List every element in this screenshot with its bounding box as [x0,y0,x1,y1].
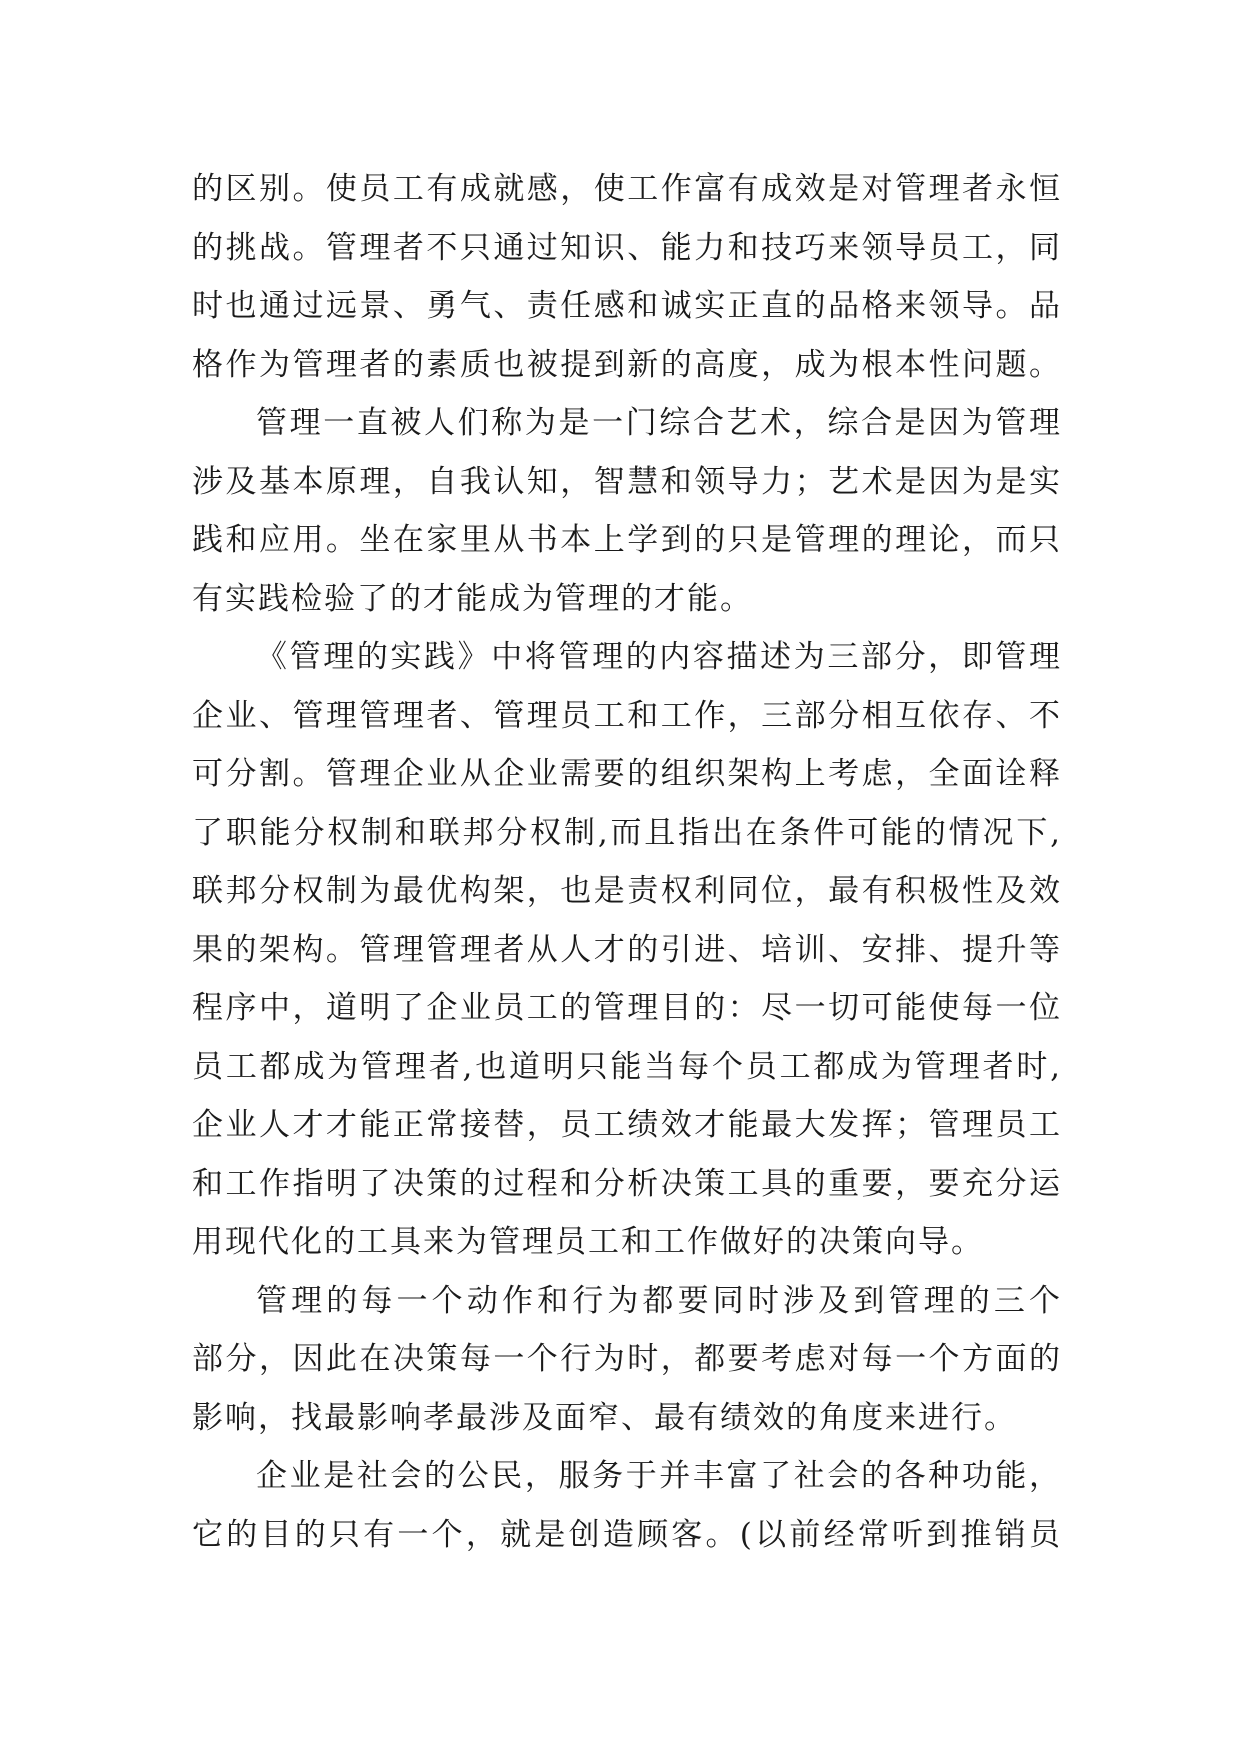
body-text [192,160,1060,1564]
text-line: 时也通过远景、勇气、责任感和诚实正直的品格来领导。品 [192,288,1060,324]
text-line: 《管理的实践》中将管理的内容描述为三部分，即管理 [256,639,1060,675]
text-line: 涉及基本原理，自我认知，智慧和领导力；艺术是因为是实 [192,463,1060,500]
text-line: 企业人才才能正常接替，员工绩效才能最大发挥；管理员工 [192,1107,1060,1143]
text-line: 践和应用。坐在家里从书本上学到的只是管理的理论，而只 [192,522,1060,558]
text-line: 了职能分权制和联邦分权制,而且指出在条件可能的情况下, [192,814,1060,851]
text-line: 有实践检验了的才能成为管理的才能。 [192,580,753,617]
text-line: 的区别。使员工有成就感，使工作富有成效是对管理者永恒 [192,171,1060,207]
text-line: 用现代化的工具来为管理员工和工作做好的决策向导。 [192,1224,984,1260]
text-line: 和工作指明了决策的过程和分析决策工具的重要，要充分运 [192,1165,1060,1202]
text-line: 员工都成为管理者,也道明只能当每个员工都成为管理者时, [192,1048,1060,1085]
text-line: 企业、管理管理者、管理员工和工作，三部分相互依存、不 [192,697,1060,734]
text-line: 管理的每一个动作和行为都要同时涉及到管理的三个 [256,1282,1060,1319]
text-line: 果的架构。管理管理者从人才的引进、培训、安排、提升等 [192,931,1060,968]
text-line: 管理一直被人们称为是一门综合艺术，综合是因为管理 [256,405,1060,441]
text-line: 的挑战。管理者不只通过知识、能力和技巧来领导员工，同 [192,229,1060,266]
text-line: 联邦分权制为最优构架，也是责权利同位，最有积极性及效 [192,873,1060,909]
text-line: 格作为管理者的素质也被提到新的高度，成为根本性问题。 [192,346,1060,383]
text-line: 可分割。管理企业从企业需要的组织架构上考虑，全面诠释 [192,756,1060,792]
text-line: 部分，因此在决策每一个行为时，都要考虑对每一个方面的 [192,1341,1060,1377]
text-line: 影响，找最影响孝最涉及面窄、最有绩效的角度来进行。 [192,1399,1017,1436]
text-line: 它的目的只有一个，就是创造顾客。(以前经常听到推销员 [192,1516,1060,1553]
text-line: 程序中，道明了企业员工的管理目的：尽一切可能使每一位 [192,990,1060,1026]
text-line: 企业是社会的公民，服务于并丰富了社会的各种功能， [256,1458,1060,1494]
